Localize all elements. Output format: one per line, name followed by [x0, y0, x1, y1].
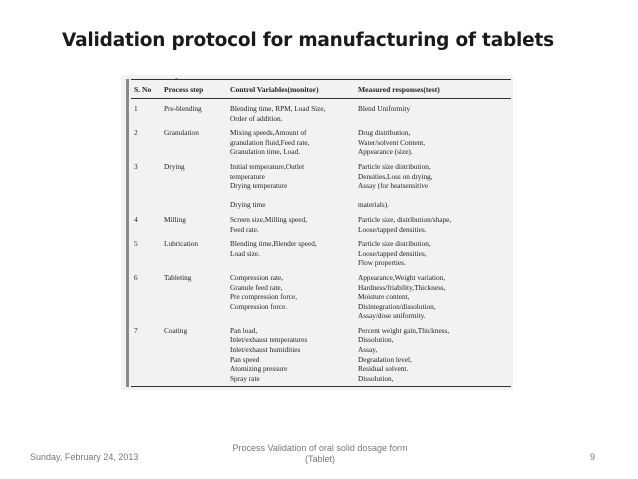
cell-line: Atomizing pressure [230, 364, 288, 374]
cell-line: granulation fluid,Feed rate, [230, 137, 310, 147]
cell-line: Blend Uniformity [358, 104, 411, 113]
cell-process-step: Tableting [164, 272, 192, 282]
cell-process-step: Granulation [164, 128, 199, 138]
cell-line: Densities,Loss on drying, [358, 171, 433, 181]
slide-title: Validation protocol for manufacturing of tablets [62, 30, 554, 51]
cell-line: Water/solvent Content, [358, 137, 426, 147]
table-row [131, 210, 511, 234]
cell-line [358, 191, 508, 201]
cell-line: Appearance (size). [358, 147, 413, 157]
header-process-step: Process step [161, 80, 227, 99]
cell-line: Dissolution, [358, 373, 394, 383]
cell-sno: 1 [134, 104, 138, 113]
header-control-variables: Control Variables(monitor) [227, 80, 355, 99]
cell-control-variables [227, 234, 355, 268]
cell-measured-responses [355, 321, 511, 387]
cell-line: Appearance,Weight variation, [358, 272, 446, 282]
cell-line: Assay, [358, 345, 378, 355]
cell-measured-responses [355, 157, 511, 210]
cell-measured-responses [355, 123, 511, 157]
cell-line: Screen size,Milling speed, [230, 214, 308, 224]
cell-line: Compression rate, [230, 272, 284, 282]
table-row [131, 321, 511, 387]
cell-line: Loose/tapped densities, [358, 248, 427, 258]
cell-line: Blending time, RPM, Load Size, [230, 104, 326, 113]
cell-control-variables [227, 321, 355, 387]
cell-line: Inlet/exhaust humidities [230, 345, 301, 355]
cell-line: Residual solvent. [358, 364, 409, 374]
cell-line: Hardness/friability,Thickness, [358, 282, 446, 292]
cell-line: Flow properties. [358, 258, 406, 268]
cell-line: Degradation level, [358, 354, 412, 364]
footer-date: Sunday, February 24, 2013 [30, 452, 139, 462]
cell-sno: 7 [131, 321, 161, 387]
cell-line: Particle size distribution, [358, 239, 431, 249]
cell-process-step: Milling [164, 214, 186, 224]
cell-process-step: Drying [164, 161, 185, 171]
cell-measured-responses [355, 234, 511, 268]
table-row [131, 99, 511, 124]
cell-line: Percent weight gain,Thickness, [358, 325, 450, 335]
cell-line: Granule feed rate, [230, 282, 283, 292]
cell-line: Disintegration/dissolution, [358, 301, 436, 311]
cell-measured-responses [355, 210, 511, 234]
cell-line: Inlet/exhaust temperatures [230, 335, 308, 345]
cell-measured-responses [355, 268, 511, 321]
cell-line: Granulation time, Load. [230, 147, 301, 157]
table-header-row [131, 80, 511, 99]
cell-line: temperature [230, 171, 265, 181]
cell-process-step: Coating [161, 321, 227, 387]
cell-sno: 6 [134, 272, 138, 282]
validation-protocol-table [131, 79, 511, 387]
cell-line: Feed rate. [230, 224, 259, 234]
cell-sno: 5 [134, 239, 138, 249]
cell-line: materials). [358, 200, 389, 210]
cell-line: Load size. [230, 248, 260, 258]
table-row [131, 157, 511, 210]
header-sno: S. No [131, 80, 161, 99]
cell-line: Blending time,Blender speed, [230, 239, 317, 249]
cell-line: Pre compression force, [230, 292, 298, 302]
cell-line: Compression force. [230, 301, 288, 311]
cell-line: Loose/tapped densities. [358, 224, 427, 234]
cell-line: Mixing speeds,Amount of [230, 128, 307, 138]
cell-sno: 4 [134, 214, 138, 224]
cell-process-step: Lubrication [164, 239, 199, 249]
cell-line: Particle size distribution, [358, 161, 431, 171]
scan-mark: - [175, 73, 178, 83]
cell-sno: 2 [134, 128, 138, 138]
cell-line: Drying time [230, 200, 266, 210]
cell-line: Drying temperature [230, 181, 288, 191]
cell-line: Initial temperature,Outlet [230, 161, 305, 171]
cell-control-variables [227, 157, 355, 210]
cell-control-variables [227, 268, 355, 321]
cell-line: Pan load, [230, 325, 258, 335]
table-row [131, 123, 511, 157]
cell-process-step: Pre-blending [164, 104, 202, 113]
cell-line [230, 191, 352, 201]
cell-sno: 3 [134, 161, 138, 171]
table-row [131, 234, 511, 268]
scan-edge [126, 79, 129, 387]
footer-title: Process Validation of oral solid dosage form (Tablet) [232, 443, 408, 464]
cell-line: Pan speed [230, 354, 260, 364]
table-row [131, 268, 511, 321]
cell-line: Moisture content, [358, 292, 410, 302]
cell-control-variables [227, 123, 355, 157]
cell-line: Drug distribution, [358, 128, 411, 138]
header-measured-responses: Measured responses(test) [355, 80, 511, 99]
cell-line: Order of addition. [230, 113, 283, 123]
cell-control-variables [227, 99, 355, 124]
cell-line: Assay/dose uniformity. [358, 311, 426, 321]
cell-measured-responses [355, 99, 511, 124]
cell-line: Particle size, distribution/shape, [358, 214, 452, 224]
cell-control-variables [227, 210, 355, 234]
protocol-table-image [121, 75, 513, 390]
cell-line: Dissolution, [358, 335, 394, 345]
cell-line: Assay (for heatsensitive [358, 181, 429, 191]
cell-line: Spray rate [230, 373, 260, 383]
page-number: 9 [590, 452, 596, 462]
